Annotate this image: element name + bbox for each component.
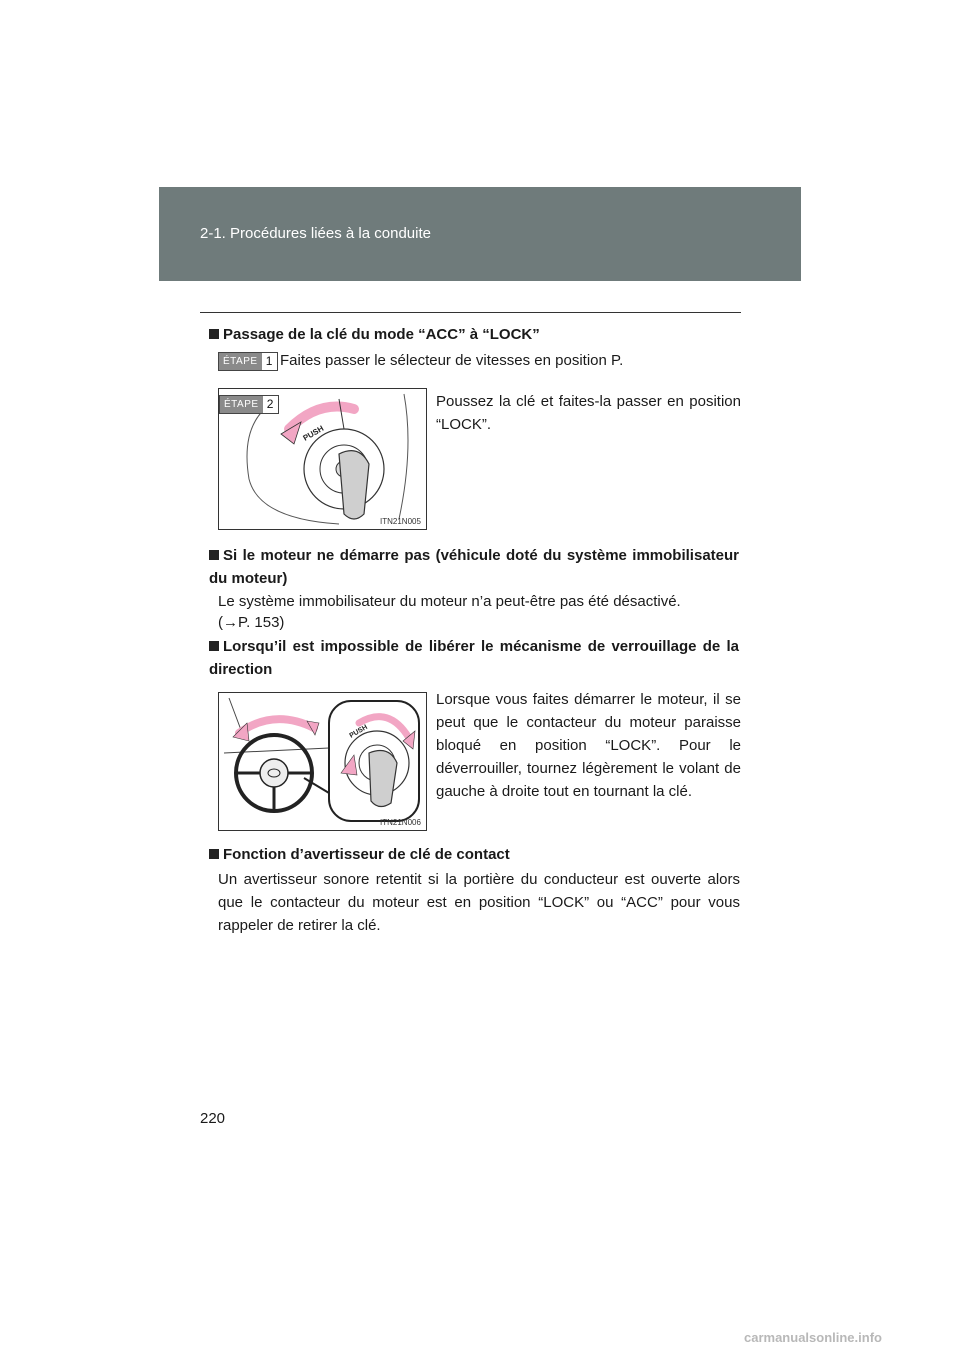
square-bullet-icon (209, 849, 219, 859)
steering-lock-text: Lorsque vous faites démarrer le moteur, il se peut que le contacteur du moteur paraisse bloqué en position “LOCK”. Pour le déverrouiller, tournez légèrement le volant de gauche à droite tout en tournant la clé. (436, 691, 741, 800)
page-reference: (→P. 153) (218, 614, 285, 631)
section-title-steering-lock: Lorsqu’il est impossible de libérer le mécanisme de verrouillage de la direction (209, 638, 739, 678)
step-badge-2: ÉTAPE 2 (219, 395, 279, 414)
section-title-acc-lock: Passage de la clé du mode “ACC” à “LOCK” (209, 323, 739, 346)
step-badge-1: ÉTAPE 1 (218, 352, 278, 371)
immobilizer-text: Le système immobilisateur du moteur n’a peut-être pas été désactivé. (218, 593, 681, 610)
step-1-text: Faites passer le sélecteur de vitesses en position P. (280, 352, 624, 369)
steering-wheel-illustration (219, 693, 426, 830)
figure-code: ITN21N005 (380, 517, 421, 526)
divider (200, 312, 741, 313)
figure-key-lock (218, 388, 427, 530)
svg-text:PUSH: PUSH (301, 423, 326, 443)
watermark: carmanualsonline.info (744, 1330, 882, 1345)
figure-steering-unlock (218, 692, 427, 831)
square-bullet-icon (209, 329, 219, 339)
step-2-text: Poussez la clé et faites-la passer en position “LOCK”. (436, 393, 741, 433)
chapter-title: 2-1. Procédures liées à la conduite (200, 225, 431, 242)
svg-text:PUSH: PUSH (348, 723, 369, 740)
figure-code: ITN21N006 (380, 818, 421, 827)
square-bullet-icon (209, 550, 219, 560)
section-title-engine-no-start: Si le moteur ne démarre pas (véhicule doté du système immobilisateur du moteur) (209, 547, 739, 587)
page-number: 220 (200, 1110, 226, 1127)
square-bullet-icon (209, 641, 219, 651)
key-reminder-text: Un avertisseur sonore retentit si la portière du conducteur est ouverte alors que le contacteur du moteur est en position “LOCK” ou “ACC” pour vous rappeler de retirer la clé. (218, 871, 740, 934)
chapter-header (159, 187, 801, 281)
section-title-key-reminder: Fonction d’avertisseur de clé de contact (209, 843, 739, 866)
